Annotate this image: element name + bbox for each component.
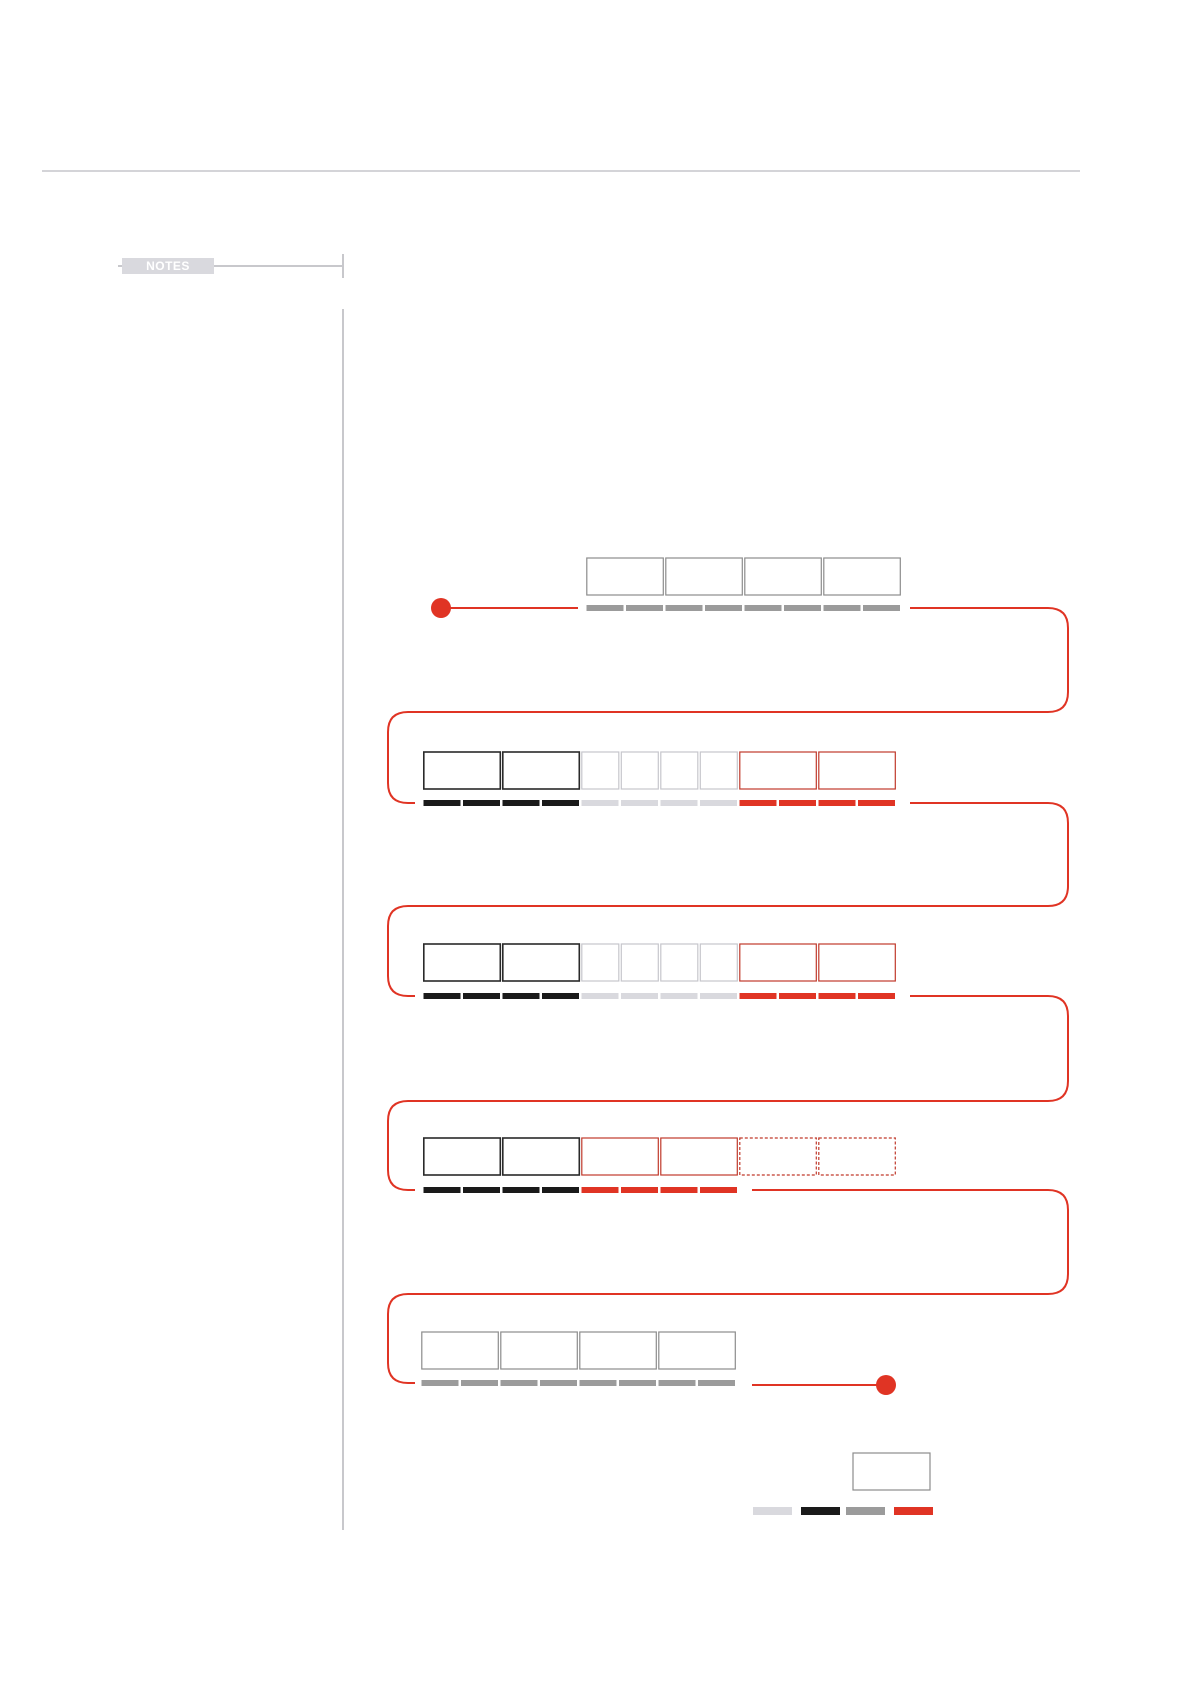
- byte-bar: [661, 993, 698, 999]
- byte-bar: [621, 1187, 658, 1193]
- byte-bar: [503, 1187, 540, 1193]
- byte-bar: [858, 993, 895, 999]
- byte-bar: [705, 605, 742, 611]
- byte-bar: [700, 800, 737, 806]
- memory-cell: [661, 1138, 738, 1175]
- stage-4: [424, 1138, 896, 1193]
- memory-cell: [582, 1138, 659, 1175]
- byte-bar: [824, 605, 861, 611]
- memory-cell: [582, 944, 619, 981]
- byte-bar: [542, 993, 579, 999]
- byte-bar: [779, 800, 816, 806]
- byte-bar: [542, 800, 579, 806]
- byte-bar: [501, 1380, 538, 1386]
- byte-bar: [463, 1187, 500, 1193]
- byte-bar: [784, 605, 821, 611]
- memory-cell: [819, 752, 896, 789]
- memory-cell: [503, 1138, 580, 1175]
- byte-bar: [661, 800, 698, 806]
- memory-cell: [501, 1332, 578, 1369]
- memory-cell: [661, 944, 698, 981]
- byte-bar: [745, 605, 782, 611]
- byte-bar: [819, 800, 856, 806]
- memory-cell: [740, 752, 817, 789]
- legend-box: [853, 1453, 930, 1490]
- byte-bar: [700, 993, 737, 999]
- byte-bar: [463, 800, 500, 806]
- memory-cell: [424, 944, 501, 981]
- memory-cell: [422, 1332, 499, 1369]
- byte-bar: [779, 993, 816, 999]
- stage-5: [422, 1332, 736, 1386]
- byte-bar: [621, 993, 658, 999]
- memory-cell: [503, 752, 580, 789]
- byte-bar: [542, 1187, 579, 1193]
- memory-cell: [740, 1138, 817, 1175]
- start-node: [431, 598, 451, 618]
- memory-cell: [424, 1138, 501, 1175]
- byte-bar: [424, 800, 461, 806]
- byte-bar: [461, 1380, 498, 1386]
- byte-bar: [540, 1380, 577, 1386]
- end-node: [876, 1375, 896, 1395]
- legend-swatch: [801, 1507, 840, 1515]
- stage-1: [587, 558, 901, 611]
- legend-swatch: [846, 1507, 885, 1515]
- memory-cell: [824, 558, 901, 595]
- legend-swatch: [894, 1507, 933, 1515]
- byte-bar: [666, 605, 703, 611]
- memory-cell: [587, 558, 664, 595]
- flow-stages: [422, 558, 901, 1386]
- byte-bar: [740, 800, 777, 806]
- memory-cell: [745, 558, 822, 595]
- byte-bar: [582, 800, 619, 806]
- memory-cell: [621, 944, 658, 981]
- byte-bar: [463, 993, 500, 999]
- byte-bar: [740, 993, 777, 999]
- byte-bar: [698, 1380, 735, 1386]
- byte-bar: [626, 605, 663, 611]
- byte-bar: [582, 993, 619, 999]
- byte-bar: [659, 1380, 696, 1386]
- memory-cell: [503, 944, 580, 981]
- memory-cell: [819, 944, 896, 981]
- byte-bar: [863, 605, 900, 611]
- memory-cell: [700, 944, 737, 981]
- memory-cell: [621, 752, 658, 789]
- byte-bar: [503, 993, 540, 999]
- byte-bar: [424, 1187, 461, 1193]
- memory-cell: [661, 752, 698, 789]
- byte-bar: [582, 1187, 619, 1193]
- byte-bar: [580, 1380, 617, 1386]
- byte-bar: [503, 800, 540, 806]
- byte-bar: [619, 1380, 656, 1386]
- byte-bar: [858, 800, 895, 806]
- memory-cell: [424, 752, 501, 789]
- byte-bar: [700, 1187, 737, 1193]
- memory-cell: [582, 752, 619, 789]
- byte-bar: [661, 1187, 698, 1193]
- legend-swatch: [753, 1507, 792, 1515]
- byte-bar: [424, 993, 461, 999]
- memory-cell: [659, 1332, 736, 1369]
- byte-bar: [621, 800, 658, 806]
- memory-cell: [580, 1332, 657, 1369]
- legend: [753, 1453, 933, 1515]
- byte-bar: [819, 993, 856, 999]
- byte-bar: [422, 1380, 459, 1386]
- notes-label: NOTES: [122, 258, 214, 274]
- stage-2: [424, 752, 896, 806]
- memory-cell: [819, 1138, 896, 1175]
- stage-3: [424, 944, 896, 999]
- memory-cell: [666, 558, 743, 595]
- memory-cell: [740, 944, 817, 981]
- memory-cell: [700, 752, 737, 789]
- byte-bar: [587, 605, 624, 611]
